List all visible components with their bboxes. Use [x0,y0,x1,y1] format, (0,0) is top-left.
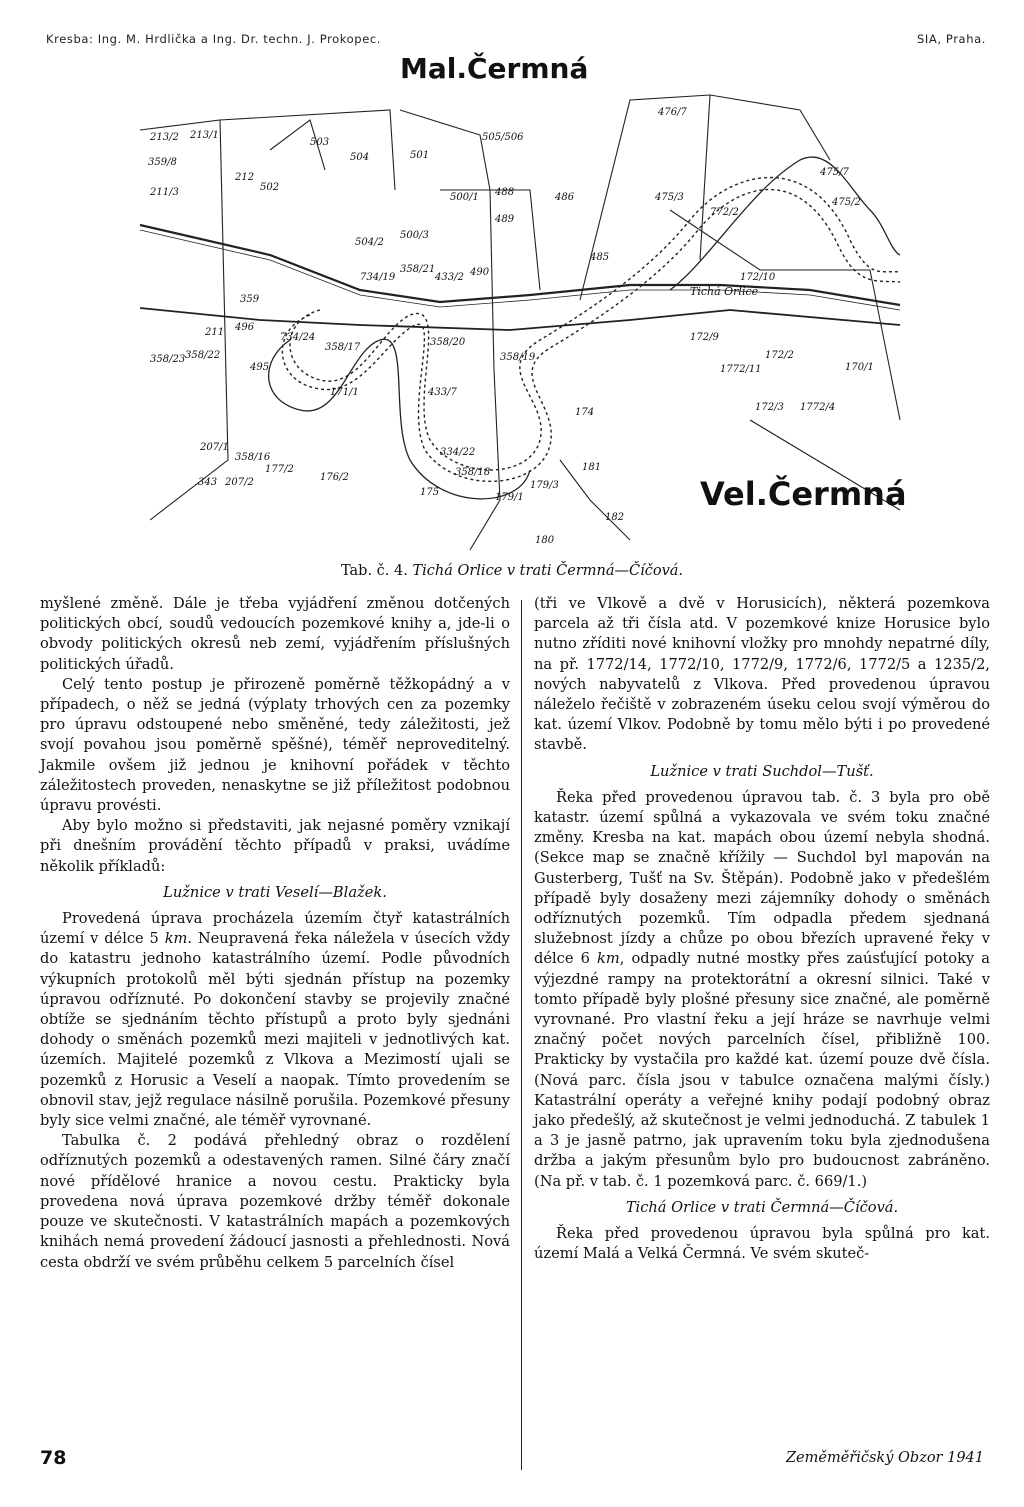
svg-text:734/19: 734/19 [360,272,396,283]
svg-text:358/20: 358/20 [430,337,466,348]
drawing-credits: Kresba: Ing. M. Hrdlička a Ing. Dr. techn. J. Prokopec. [46,32,382,46]
map-title-top: Mal.Čermná [400,52,589,85]
svg-text:1772/11: 1772/11 [720,364,762,375]
svg-text:734/24: 734/24 [280,332,316,343]
svg-text:358/18: 358/18 [455,467,491,478]
svg-text:500/1: 500/1 [450,192,479,203]
svg-text:358/23: 358/23 [150,354,186,365]
svg-text:495: 495 [250,362,270,373]
svg-text:179/3: 179/3 [530,480,559,491]
svg-text:175: 175 [420,487,440,498]
left-paragraph-2: Celý tento postup je přirozeně poměrně těžkopádný a v případech, o něž se jedná (výplaty trhových cen za pozemky pro úpravu odstoupené nebo směněné, tedy záležitosti, jež svojí povahou jsou poměrně spěšné), téměř neproveditelný. Jakmile ovšem již jednou je knihovní pořádek v těchto záležitostech proveden, nenaskytne se již příležitost podobnou úpravu provésti. [40,675,510,815]
left-paragraph-1: myšlené změně. Dále je třeba vyjádření změnou dotčených politických obcí, soudů vedoucích pozemkové knihy a, jde-li o obvody politických okresů neb zemí, vyjádřením příslušných politických úřadů. [40,595,510,673]
section-heading-cermna: Tichá Orlice v trati Čermná—Číčová. [625,1198,899,1216]
svg-text:207/2: 207/2 [225,477,254,488]
svg-text:504: 504 [350,152,370,163]
svg-text:489: 489 [495,214,515,225]
svg-text:475/2: 475/2 [832,197,861,208]
svg-text:490: 490 [470,267,490,278]
right-paragraph-3: Řeka před provedenou úpravou byla spůlná pro kat. území Malá a Velká Čermná. Ve svém skuteč- [534,1225,990,1263]
svg-text:358/17: 358/17 [325,342,361,353]
svg-text:433/2: 433/2 [435,272,464,283]
svg-text:213/2: 213/2 [150,132,179,143]
svg-text:358/16: 358/16 [235,452,271,463]
section-heading-suchdol: Lužnice v trati Suchdol—Tušť. [650,762,874,780]
publisher-credit: SIA, Praha. [917,32,986,46]
svg-text:180: 180 [535,535,555,546]
section-heading-veseli: Lužnice v trati Veselí—Blažek. [163,883,387,901]
svg-text:343: 343 [198,477,218,488]
svg-text:211/3: 211/3 [150,187,179,198]
svg-text:496: 496 [235,322,255,333]
svg-text:358/22: 358/22 [185,350,221,361]
svg-text:433/7: 433/7 [428,387,457,398]
page-number: 78 [40,1447,67,1469]
svg-text:172/2: 172/2 [765,350,794,361]
column-divider [521,600,522,1470]
figure-caption [0,563,1024,579]
svg-text:211: 211 [205,327,225,338]
svg-text:504/2: 504/2 [355,237,384,248]
svg-text:500/3: 500/3 [400,230,429,241]
svg-text:358/19: 358/19 [500,352,536,363]
svg-text:179/1: 179/1 [495,492,524,503]
svg-text:359: 359 [240,294,260,305]
right-column [534,594,990,1265]
svg-text:485: 485 [590,252,610,263]
svg-text:174: 174 [575,407,595,418]
svg-text:172/10: 172/10 [740,272,776,283]
left-paragraph-4: Provedená úprava procházela územím čtyř katastrálních území v délce 5 km. Neupravená řeka náležela v úsecích vždy do katastru jednoho katastrálního území. Podle původních výkupních protokolů měl býti sjednán přístup na pozemky úpravou odříznuté. Po dokončení stavby se projevily značné obtíže se sjednáním těchto přístupů a proto byly sjednáni dohody o směnách pozemků mezi majiteli v jednotlivých kat. územích. Majitelé pozemků z Vlkova a Mezimostí ujali se pozemků z Horusic a Veselí a naopak. Tímto provedením se obnovil stav, jejž regulace násilně porušila. Pozemkové přesuny byly sice velmi značné, ale téměř vyrovnané. [40,910,511,1130]
svg-text:359/8: 359/8 [148,157,177,168]
svg-text:772/2: 772/2 [710,207,739,218]
svg-text:501: 501 [410,150,430,161]
right-paragraph-1: (tři ve Vlkově a dvě v Horusicích), některá pozemkova parcela až tři čísla atd. V pozemkové knize Horusice bylo nutno zříditi nové knihovní vložky pro mnohdy nepatrné díly, na př. 1772/14, 1772/10, 1772/9, 1772/6, 1772/5 a 1235/2, nových nabyvatelů z Vlkova. Před provedenou úpravou náleželo řečiště v zobrazeném úseku celou svojí výměrou do kat. území Vlkov. Podobně by tomu mělo býti i po provedené stavbě. [534,595,990,754]
svg-text:505/506: 505/506 [482,132,524,143]
right-paragraph-2: Řeka před provedenou úpravou tab. č. 3 byla pro obě katastr. území spůlná a vykazovala ve svém toku značné změny. Kresba na kat. mapách obou území nebyla shodná. (Sekce map se značně křížily — Suchdol byl mapován na Gusterberg, Tušť na Sv. Štěpán). Podobně jako v předešlém případě byly dosaženy mezi zájemníky dohody o směnách odříznutých pozemků. Tím odpadla předem sjednaná služebnost jízdy a chůze po obou březích upravené řeky v délce 6 km, odpadly nutné mostky přes zaúsťující potoky a výjezdné rampy na protektorátní a okresní silnici. Také v tomto případě byly plošné přesuny sice značné, ale poměrně vyrovnané. Pro vlastní řeku a její hráze se navrhuje velmi značný počet nových parcelních čísel, přibližně 100. Prakticky by vystačila pro každé kat. území pouze dvě čísla. (Nová parc. čísla jsou v tabulce označena malými čísly.) Katastrální operáty a veřejné knihy podají podobný obraz jako předešlý, až skutečnost je velmi jednoduchá. Z tabulek 1 a 3 je jasně patrno, jak upravením toku byla zjednodušena držba a jakým přesunům bylo pro budoucnost zabráněno. (Na př. v tab. č. 1 pozemková parc. č. 669/1.) [534,788,990,1190]
svg-text:488: 488 [495,187,515,198]
left-column [40,594,510,1273]
svg-text:181: 181 [582,462,602,473]
svg-text:170/1: 170/1 [845,362,874,373]
svg-text:176/2: 176/2 [320,472,349,483]
left-paragraph-3: Aby bylo možno si představiti, jak nejasné poměry vznikají při dnešním provádění těchto případů v praksi, uvádíme několik příkladů: [40,817,510,875]
caption-prefix: Tab. č. 4. [340,563,408,579]
svg-text:212: 212 [235,172,255,183]
svg-text:502: 502 [260,182,280,193]
left-paragraph-5: Tabulka č. 2 podává přehledný obraz o rozdělení odříznutých pozemků a odestavených ramen. Silné čáry značí nové přídělové hranice a novou cestu. Prakticky byla provedena nová úprava pozemkové držby téměř dokonale pouze ve skutečnosti. V katastrálních mapách a pozemkových knihách nemá provedení žádoucí jasnosti a přehlednosti. Nová cesta obdrží ve svém průběhu celkem 5 parcelních čísel [40,1132,510,1271]
svg-text:177/2: 177/2 [265,464,294,475]
cadastral-map [110,40,910,560]
map-title-bottom: Vel.Čermná [700,475,907,513]
svg-text:476/7: 476/7 [658,107,687,118]
svg-text:172/9: 172/9 [690,332,719,343]
caption-title: Tichá Orlice v trati Čermná—Číčová. [412,563,684,579]
svg-text:358/21: 358/21 [400,264,436,275]
svg-text:213/1: 213/1 [190,130,219,141]
svg-text:475/3: 475/3 [655,192,684,203]
svg-text:475/7: 475/7 [820,167,849,178]
map-drawing [110,40,910,560]
svg-text:1772/4: 1772/4 [800,402,836,413]
svg-text:486: 486 [555,192,575,203]
svg-text:334/22: 334/22 [440,447,476,458]
svg-text:171/1: 171/1 [330,387,359,398]
svg-text:207/1: 207/1 [200,442,229,453]
svg-text:Tichá Orlice: Tichá Orlice [690,285,759,298]
journal-name: Zeměměřičský Obzor 1941 [785,1450,984,1466]
svg-text:503: 503 [310,137,330,148]
svg-text:182: 182 [605,512,625,523]
svg-text:172/3: 172/3 [755,402,784,413]
